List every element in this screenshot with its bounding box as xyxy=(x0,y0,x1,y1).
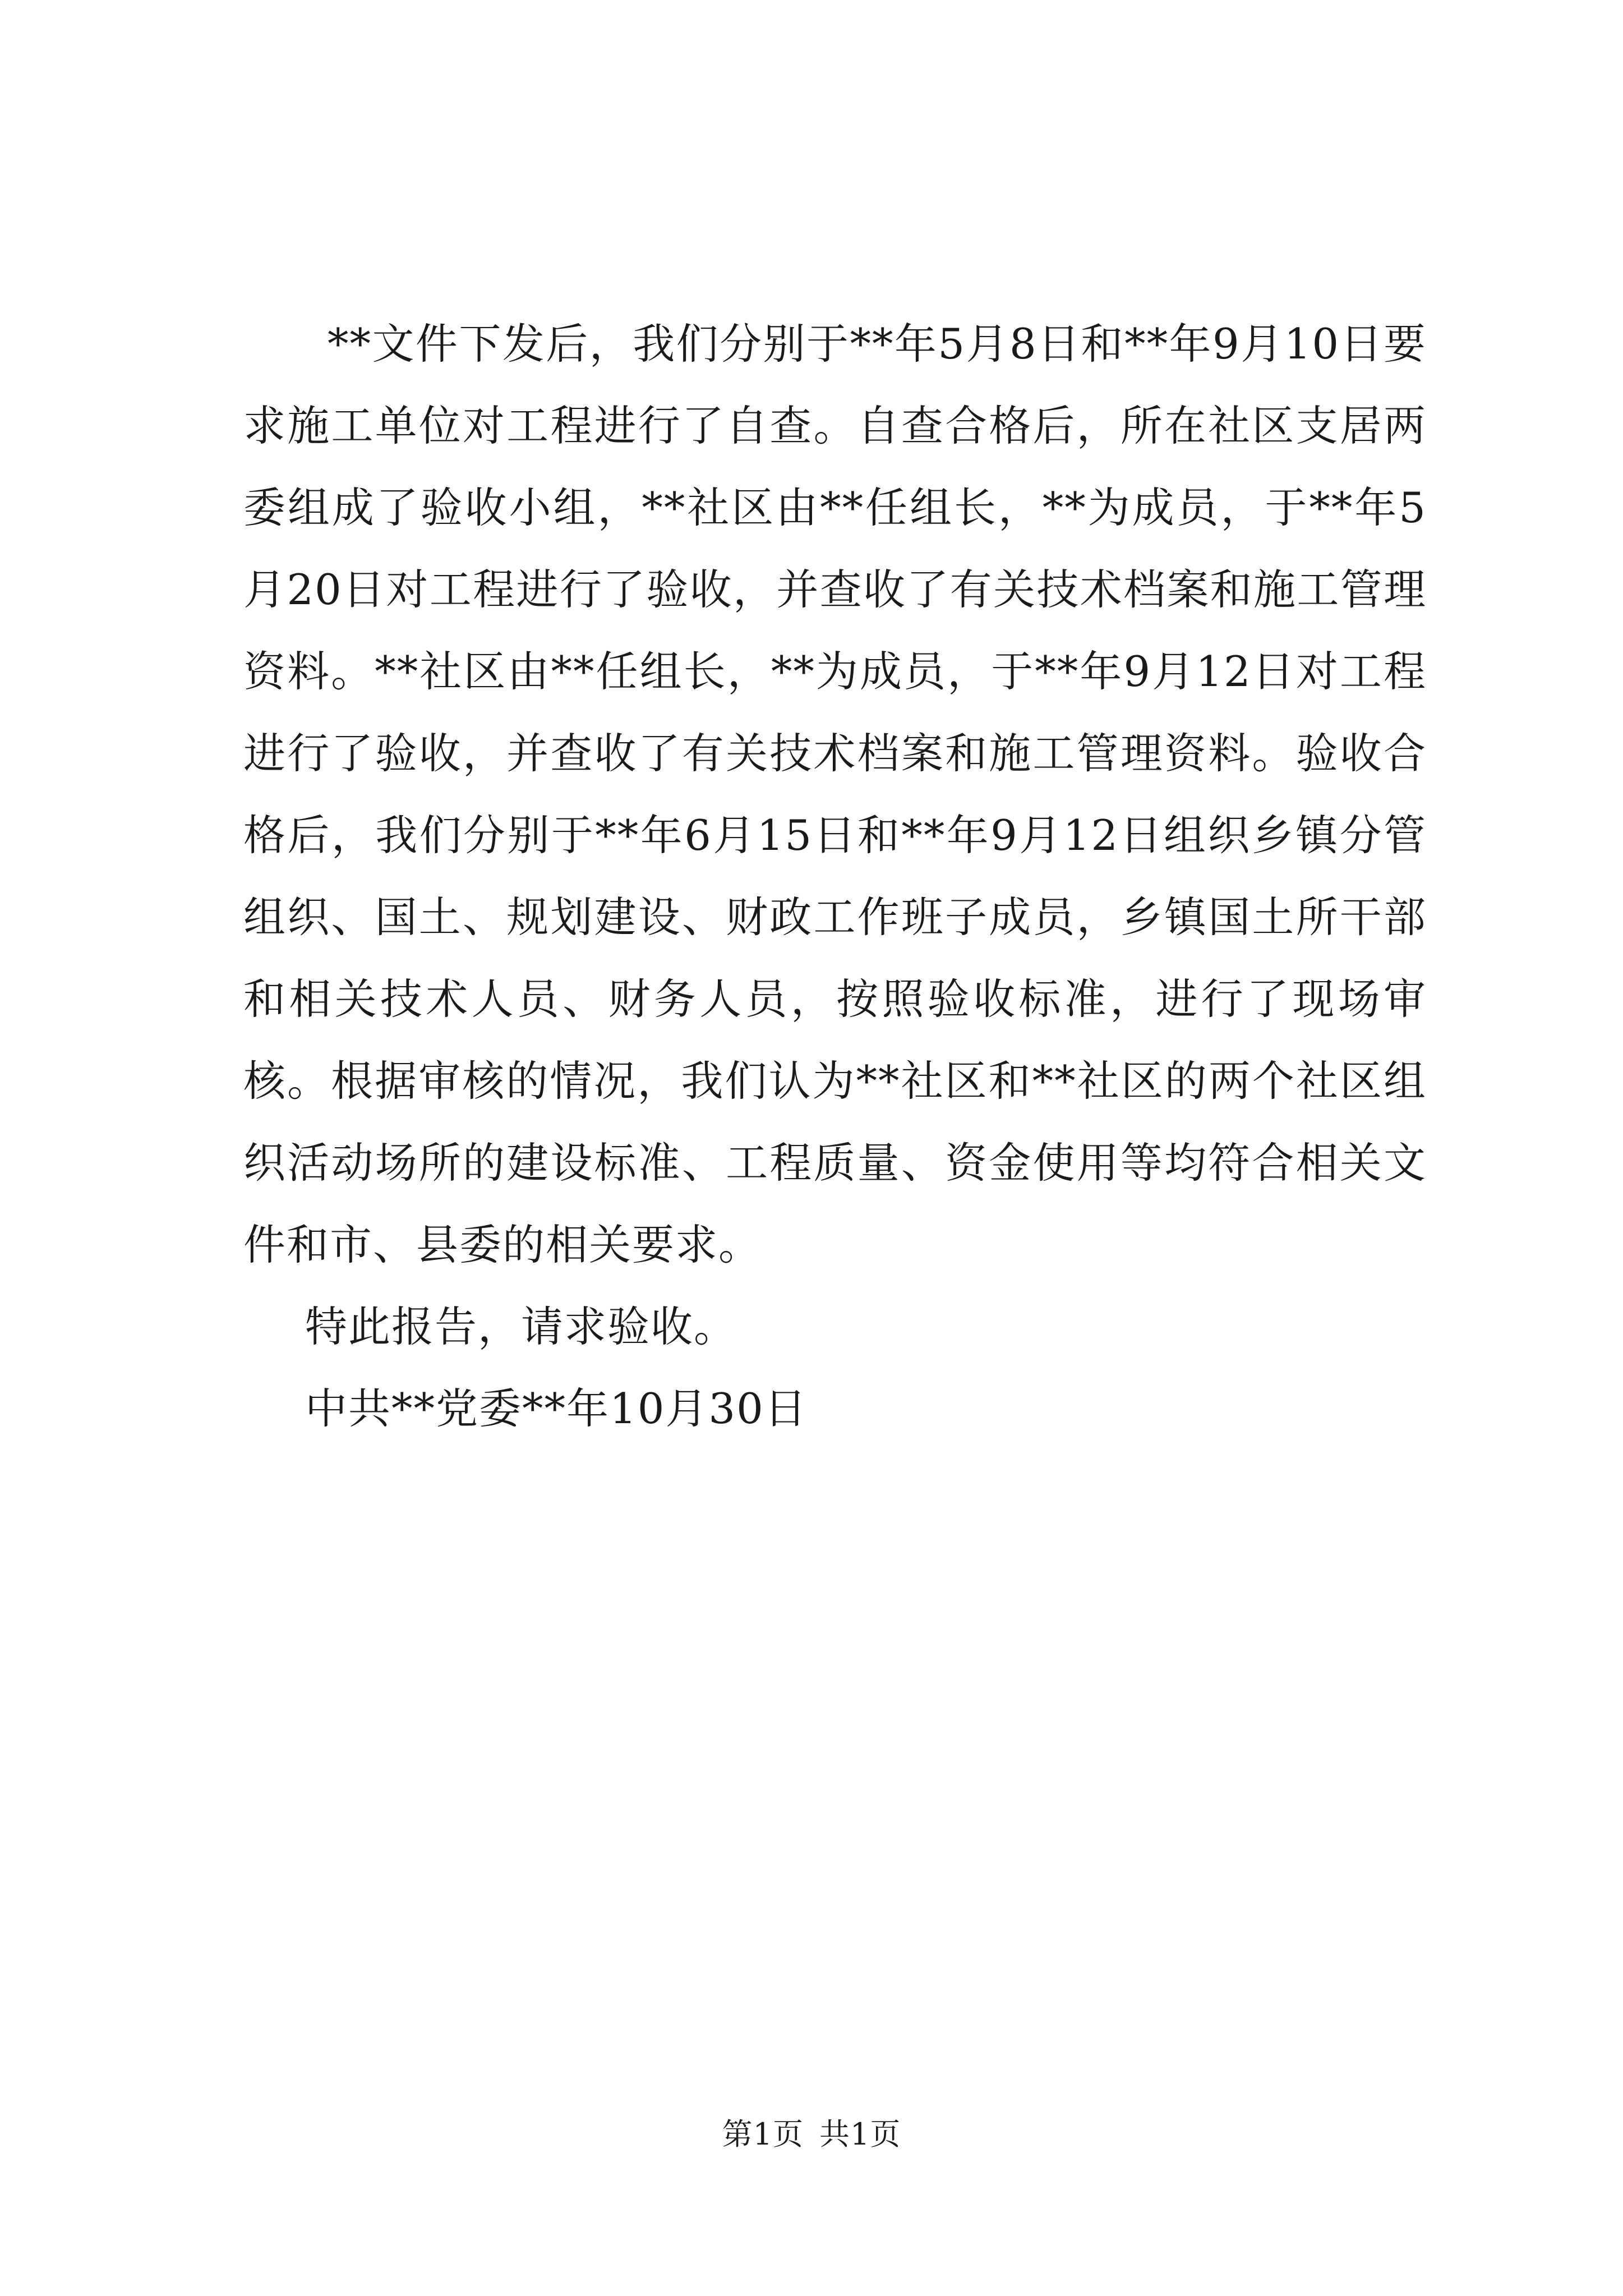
page-number: 第1页 xyxy=(722,2116,804,2152)
page-total: 共1页 xyxy=(819,2116,901,2152)
body-paragraph: **文件下发后，我们分别于**年5月8日和**年9月10日要求施工单位对工程进行了自查。自查合格后，所在社区支居两委组成了验收小组，**社区由**任组长，**为成员，于**年5月20日对工程进行了验收，并查收了有关技术档案和施工管理资料。**社区由**任组长，**为成员，于**年9月12日对工程进行了验收，并查收了有关技术档案和施工管理资料。验收合格后，我们分别于**年6月15日和**年9月12日组织乡镇分管组织、国土、规划建设、财政工作班子成员，乡镇国土所干部和相关技术人员、财务人员，按照验收标准，进行了现场审核。根据审核的情况，我们认为**社区和**社区的两个社区组织活动场所的建设标准、工程质量、资金使用等均符合相关文件和市、县委的相关要求。 xyxy=(243,319,1427,1269)
page-footer xyxy=(0,2115,1623,2154)
document-body xyxy=(243,303,1427,1450)
signature-line: 中共**党委**年10月30日 xyxy=(305,1384,808,1433)
closing-line: 特此报告，请求验收。 xyxy=(305,1302,737,1351)
